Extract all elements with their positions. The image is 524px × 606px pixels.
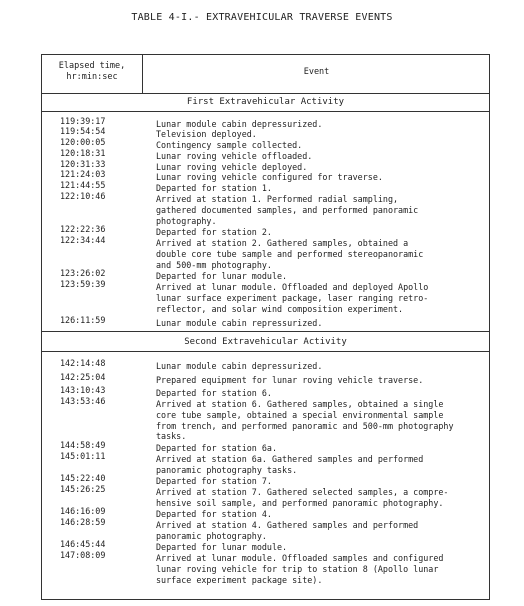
event-cell: Arrived at station 4. Gathered samples and performed panoramic photography. xyxy=(156,520,419,541)
section-title-second-eva: Second Extravehicular Activity xyxy=(184,337,347,347)
elapsed-time-header-line2: hr:min:sec xyxy=(66,72,118,82)
event-header: Event xyxy=(303,67,330,77)
event-cell: Departed for lunar module. xyxy=(156,542,288,552)
time-cell: 143:53:46 xyxy=(60,396,106,406)
time-cell: 144:58:49 xyxy=(60,440,106,450)
time-cell: 145:01:11 xyxy=(60,451,106,461)
time-cell: 123:26:02 xyxy=(60,268,106,278)
section-rule xyxy=(42,331,489,332)
time-cell: 146:16:09 xyxy=(60,506,106,516)
event-cell: Arrived at station 2. Gathered samples, obtained a double core tube sample and performed stereopanoramic and 500-mm photography. xyxy=(156,238,424,270)
time-cell: 120:18:31 xyxy=(60,148,106,158)
event-cell: Lunar module cabin repressurized. xyxy=(156,318,323,328)
event-cell: Lunar roving vehicle offloaded. xyxy=(156,151,313,161)
time-cell: 119:54:54 xyxy=(60,126,106,136)
event-cell: Departed for station 7. xyxy=(156,476,272,486)
event-cell: Prepared equipment for lunar roving vehicle traverse. xyxy=(156,375,424,385)
section-rule xyxy=(42,111,489,112)
section-title-first-eva: First Extravehicular Activity xyxy=(186,97,345,107)
time-cell: 120:31:33 xyxy=(60,159,106,169)
event-cell: Arrived at station 6. Gathered samples, obtained a single core tube sample, obtained a special environmental sample from trench, and performed panoramic and 500-mm photography tasks. xyxy=(156,399,454,442)
event-cell: Arrived at lunar module. Offloaded samples and configured lunar roving vehicle for trip to station 8 (Apollo lunar surface experiment package site). xyxy=(156,553,444,585)
event-cell: Departed for station 1. xyxy=(156,183,272,193)
event-cell: Departed for lunar module. xyxy=(156,271,288,281)
time-cell: 122:34:44 xyxy=(60,235,106,245)
time-cell: 142:14:48 xyxy=(60,358,106,368)
event-cell: Arrived at station 7. Gathered selected samples, a compre- hensive soil sample, and performed panoramic photography. xyxy=(156,487,449,508)
event-cell: Departed for station 6. xyxy=(156,388,272,398)
section-rule xyxy=(42,351,489,352)
time-cell: 126:11:59 xyxy=(60,315,106,325)
event-cell: Arrived at station 1. Performed radial sampling, gathered documented samples, and performed panoramic photography. xyxy=(156,194,419,226)
events-table xyxy=(41,54,490,600)
event-cell: Lunar module cabin depressurized. xyxy=(156,119,323,129)
event-cell: Departed for station 4. xyxy=(156,509,272,519)
time-cell: 121:44:55 xyxy=(60,180,106,190)
time-cell: 145:26:25 xyxy=(60,484,106,494)
time-cell: 122:22:36 xyxy=(60,224,106,234)
time-cell: 122:10:46 xyxy=(60,191,106,201)
time-cell: 119:39:17 xyxy=(60,116,106,126)
event-cell: Arrived at station 6a. Gathered samples and performed panoramic photography tasks. xyxy=(156,454,424,475)
event-cell: Television deployed. xyxy=(156,129,257,139)
header-rule xyxy=(42,93,489,94)
time-cell: 120:00:05 xyxy=(60,137,106,147)
event-cell: Lunar roving vehicle deployed. xyxy=(156,162,308,172)
elapsed-time-header-line1: Elapsed time, xyxy=(58,61,126,71)
time-cell: 146:28:59 xyxy=(60,517,106,527)
elapsed-time-header xyxy=(42,61,142,83)
event-cell: Departed for station 2. xyxy=(156,227,272,237)
event-cell: Contingency sample collected. xyxy=(156,140,303,150)
table-title: TABLE 4-I.- EXTRAVEHICULAR TRAVERSE EVENTS xyxy=(131,12,393,23)
time-cell: 142:25:04 xyxy=(60,372,106,382)
event-cell: Lunar module cabin depressurized. xyxy=(156,361,323,371)
time-cell: 121:24:03 xyxy=(60,169,106,179)
time-cell: 145:22:40 xyxy=(60,473,106,483)
event-cell: Lunar roving vehicle configured for traverse. xyxy=(156,172,383,182)
time-cell: 123:59:39 xyxy=(60,279,106,289)
event-cell: Departed for station 6a. xyxy=(156,443,278,453)
event-cell: Arrived at lunar module. Offloaded and deployed Apollo lunar surface experiment package, laser ranging retro- reflector, and solar wind composition experiment. xyxy=(156,282,429,314)
time-cell: 143:10:43 xyxy=(60,385,106,395)
time-cell: 146:45:44 xyxy=(60,539,106,549)
time-cell: 147:08:09 xyxy=(60,550,106,560)
